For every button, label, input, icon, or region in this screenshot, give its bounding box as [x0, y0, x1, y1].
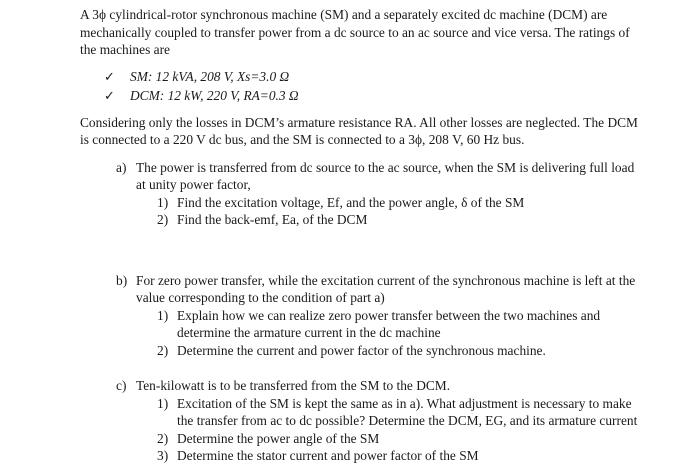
part-label: c): [116, 378, 127, 393]
sub-number: 1): [157, 395, 169, 411]
part-c: [116, 377, 640, 465]
sub-question-list: [136, 395, 640, 465]
sub-number: 2): [157, 430, 169, 446]
losses-paragraph: Considering only the losses in DCM’s armature resistance RA. All other losses are neglected. The DCM is connected to a 220 V dc bus, and the SM is connected to a 3ϕ, 208 V, 60 Hz bus.: [80, 114, 638, 147]
sub-question: [157, 447, 640, 465]
sub-text: Find the excitation voltage, Ef, and the power angle, δ of the SM: [177, 194, 525, 210]
sub-number: 2): [157, 212, 169, 227]
part-label: b): [116, 272, 128, 288]
part-label: a): [116, 159, 127, 175]
part-text: For zero power transfer, while the excitation current of the synchronous machine is left at the value corresponding to the condition of part a): [136, 272, 636, 305]
sub-text: Excitation of the SM is kept the same as in a). What adjustment is necessary to make the transfer from ac to dc possible? Determine the DCM, EG, and its armature current: [177, 395, 638, 428]
rating-dcm: [104, 86, 640, 105]
sub-question: [157, 342, 640, 360]
part-text: Ten-kilowatt is to be transferred from the SM to the DCM.: [136, 378, 451, 393]
sub-question: [157, 211, 640, 229]
sub-text: Determine the power angle of the SM: [177, 430, 380, 446]
sub-question: [157, 194, 640, 212]
problem-document: [80, 6, 640, 465]
intro-paragraph: A 3ϕ cylindrical-rotor synchronous machine (SM) and a separately excited dc machine (DCM) are mechanically coupled to transfer power from a dc source to an ac source and vice versa. The ratings of the machines are: [80, 7, 630, 57]
sub-number: 1): [157, 194, 169, 210]
sub-number: 3): [157, 448, 169, 463]
rating-text: DCM: 12 kW, 220 V, RA=0.3 Ω: [130, 87, 299, 103]
sub-text: Determine the stator current and power factor of the SM: [177, 448, 479, 463]
part-text: The power is transferred from dc source to the ac source, when the SM is delivering full load at unity power factor,: [136, 159, 635, 192]
sub-text: Explain how we can realize zero power transfer between the two machines and determine the armature current in the dc machine: [177, 307, 601, 340]
ratings-list: [80, 67, 640, 105]
sub-question: [157, 430, 640, 448]
sub-question: [157, 395, 640, 430]
sub-question-list: [136, 307, 640, 360]
part-b: [116, 272, 640, 360]
checkmark-icon: ✓: [104, 87, 115, 103]
sub-text: Determine the current and power factor of the synchronous machine.: [177, 342, 546, 358]
sub-number: 2): [157, 342, 169, 358]
rating-text: SM: 12 kVA, 208 V, Xs=3.0 Ω: [130, 68, 290, 84]
sub-text: Find the back-emf, Ea, of the DCM: [177, 212, 368, 227]
sub-question-list: [136, 194, 640, 229]
checkmark-icon: ✓: [104, 68, 115, 84]
rating-sm: [104, 67, 640, 86]
sub-number: 1): [157, 307, 169, 323]
part-a: [116, 159, 640, 229]
sub-question: [157, 307, 640, 342]
